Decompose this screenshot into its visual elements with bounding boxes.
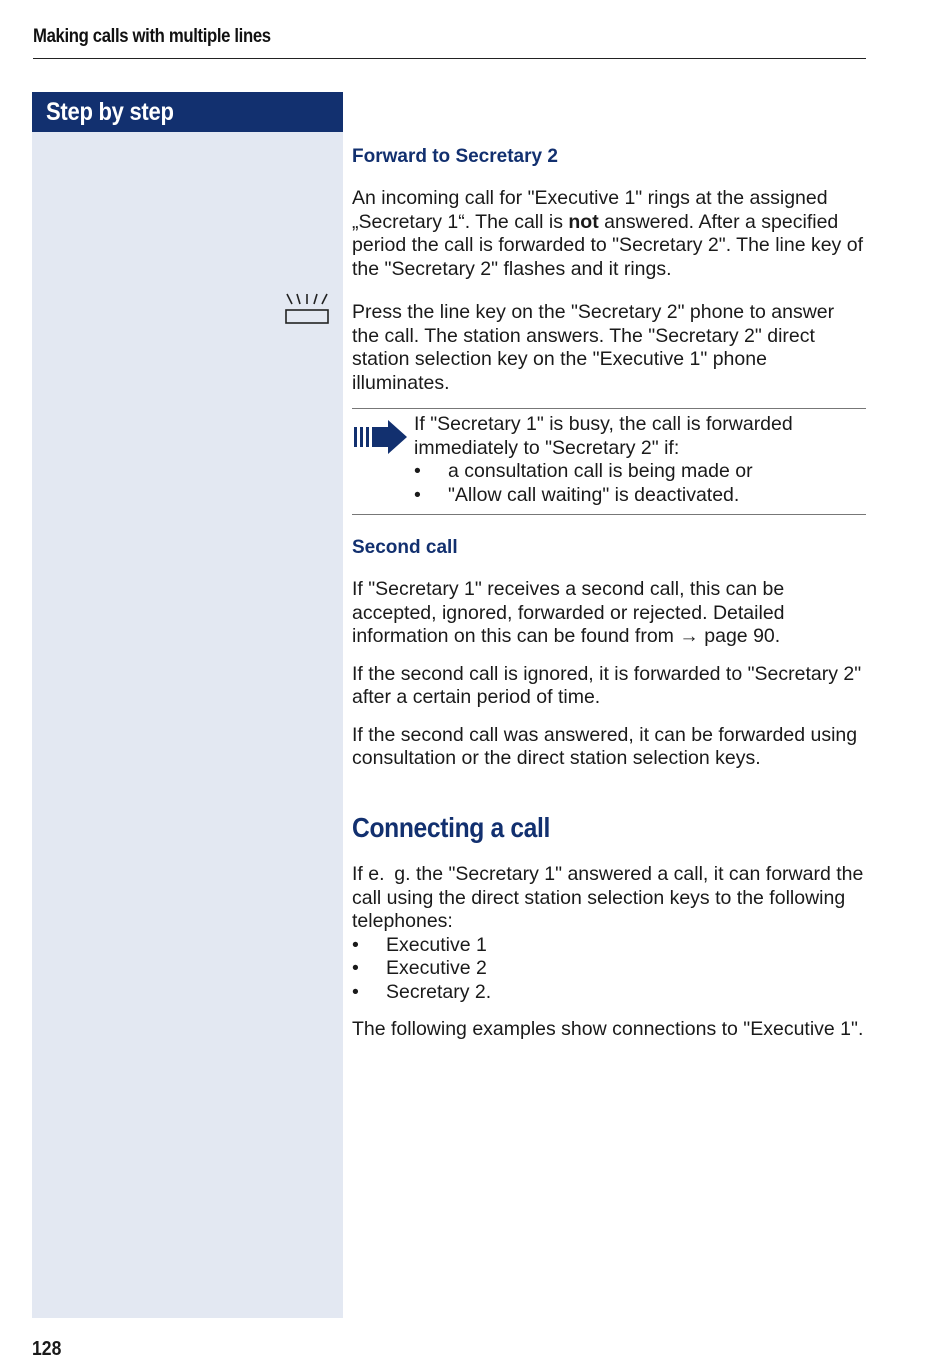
line-key-ringing-icon (284, 292, 330, 326)
note-bullet: • "Allow call waiting" is deactivated. (414, 483, 740, 506)
list-item: • Executive 1 (352, 933, 487, 956)
page-number: 128 (32, 1338, 62, 1360)
note-bullet: • a consultation call is being made or (414, 460, 753, 482)
sidebar-heading (32, 92, 343, 132)
list-item: • Executive 2 (352, 957, 487, 979)
section1-paragraph-2: Press the line key on the "Secretary 2" phone to answer the call. The station answers. The "Secretary 2" direct station selection key on the "Executive 1" phone illuminates. (352, 301, 835, 394)
section3-text: If e. g. the "Secretary 1" answered a call, it can forward the call using the direct station selection keys to the following telephones: • Executive 1 • Executive 2 • Secretary 2. The following examples show connections to "Executive 1". (352, 863, 866, 1042)
note-top-rule (352, 408, 866, 409)
header-title: Making calls with multiple lines (33, 26, 271, 47)
note-text: If "Secretary 1" is busy, the call is forwarded immediately to "Secretary 2" if: • a consultation call is being made or • "Allow call waiting" is deactivated. (414, 413, 866, 507)
section1-paragraph-1: An incoming call for "Executive 1" rings at the assigned „Secretary 1“. The call is not answered. After a specified period the call is forwarded to "Secretary 2". The line key of the "Secretary 2" flashes and it rings. (352, 187, 863, 280)
note-arrow-icon (352, 418, 408, 456)
sidebar-heading-text: Step by step (46, 98, 174, 126)
arrow-right-icon: → (679, 625, 699, 647)
page-link[interactable]: page 90. (698, 625, 781, 647)
step-by-step-sidebar (32, 92, 343, 1318)
section2-text: If "Secretary 1" receives a second call, this can be accepted, ignored, forwarded or rejected. Detailed information on this can be found from → page 90. If the second call is ignored, it is forwarded to "Secretary 2" after a certain period of time. If the second call was answered, it can be forwarded using consultation or the direct station selection keys. (352, 578, 862, 769)
note-bottom-rule (352, 514, 866, 515)
connecting-a-call-heading: Connecting a call (352, 812, 551, 843)
forward-to-secretary-2-heading: Forward to Secretary 2 (352, 146, 558, 167)
header-rule (33, 58, 866, 59)
list-item: • Secretary 2. (352, 980, 492, 1003)
second-call-heading: Second call (352, 537, 458, 558)
